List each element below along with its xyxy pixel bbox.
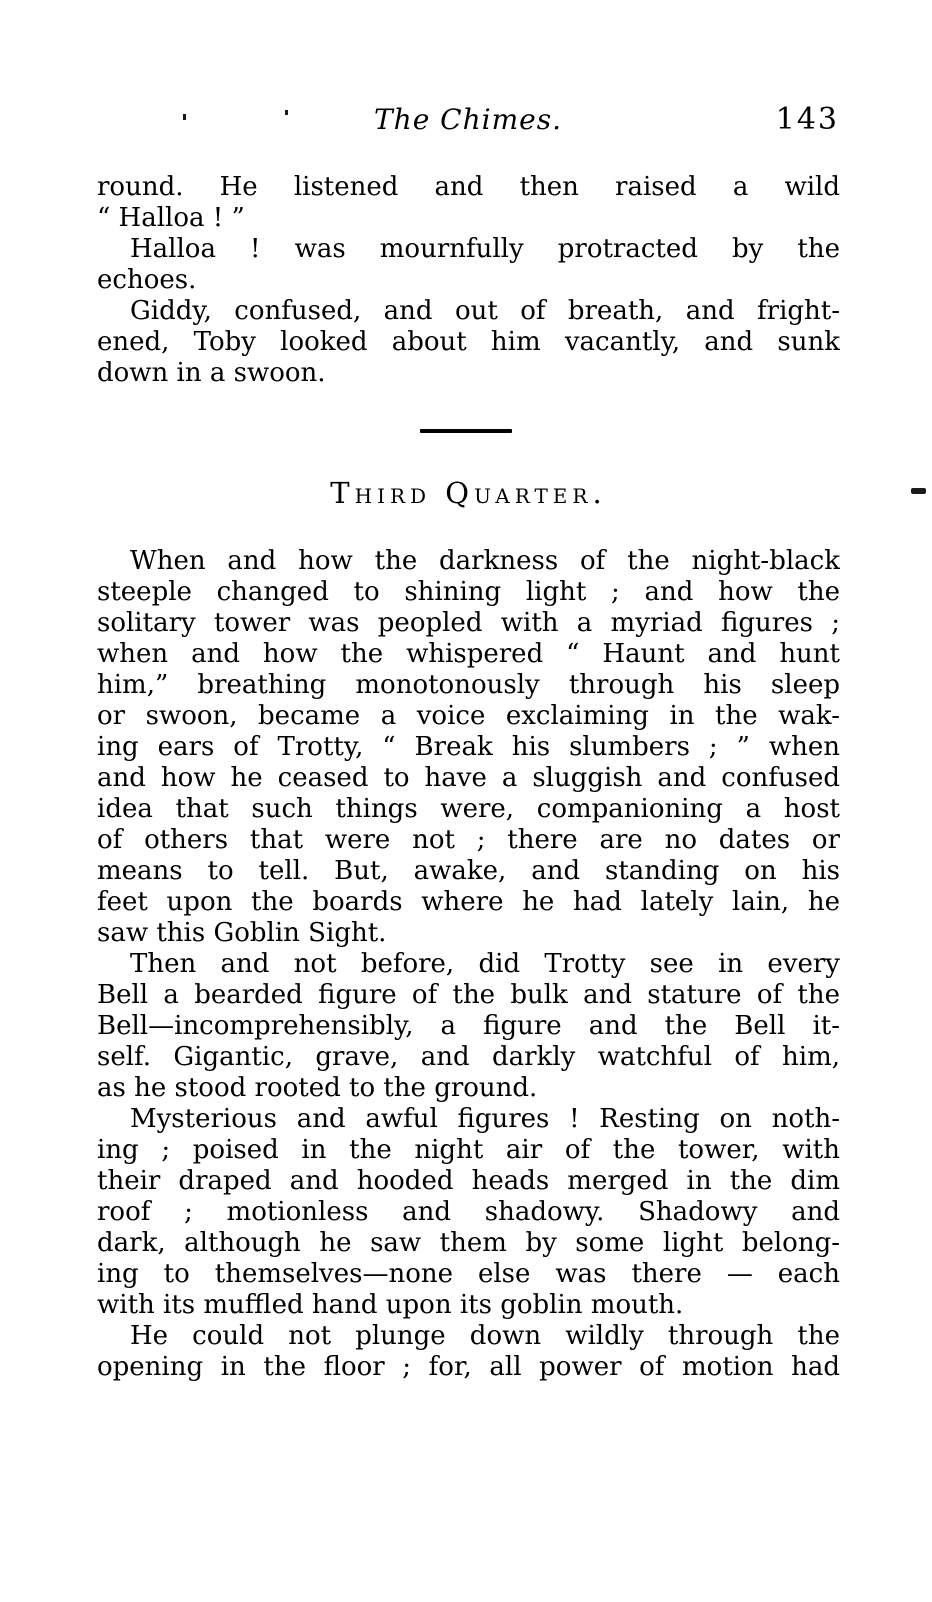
text-line: as he stood rooted to the ground. bbox=[97, 1073, 538, 1103]
text-line: their draped and hooded heads merged in the dim bbox=[97, 1166, 840, 1196]
margin-smudge bbox=[911, 488, 926, 494]
text-line: solitary tower was peopled with a myriad figures ; bbox=[97, 608, 840, 638]
text-line: ing ; poised in the night air of the tower, with bbox=[97, 1135, 840, 1165]
text-line: steeple changed to shining light ; and how the bbox=[97, 577, 840, 607]
text-line: ened, Toby looked about him vacantly, and sunk bbox=[97, 327, 840, 357]
paragraph bbox=[97, 172, 840, 234]
text-line: down in a swoon. bbox=[97, 358, 326, 388]
text-line: with its muffled hand upon its goblin mouth. bbox=[97, 1290, 684, 1320]
section-heading: Third Quarter. bbox=[330, 476, 607, 510]
text-line: dark, although he saw them by some light belong- bbox=[97, 1228, 840, 1258]
body-text-main bbox=[97, 546, 840, 1383]
text-line: when and how the whispered “ Haunt and hunt bbox=[97, 639, 840, 669]
text-line: Mysterious and awful figures ! Resting on noth- bbox=[130, 1104, 840, 1134]
text-line: idea that such things were, companioning a host bbox=[97, 794, 840, 824]
text-line: opening in the floor ; for, all power of motion had bbox=[97, 1352, 840, 1382]
text-line: When and how the darkness of the night-black bbox=[130, 546, 840, 576]
text-line: self. Gigantic, grave, and darkly watchful of him, bbox=[97, 1042, 840, 1072]
body-text-top bbox=[97, 172, 840, 389]
text-line: round. He listened and then raised a wild bbox=[97, 172, 840, 202]
paragraph bbox=[97, 1321, 840, 1383]
running-title: The Chimes. bbox=[374, 103, 562, 136]
text-line: ing ears of Trotty, “ Break his slumbers ; ” when bbox=[97, 732, 840, 762]
text-line: ing to themselves—none else was there — each bbox=[97, 1259, 840, 1289]
text-line: “ Halloa ! ” bbox=[97, 203, 245, 233]
running-header bbox=[97, 102, 839, 138]
paragraph bbox=[97, 234, 840, 296]
text-line: Giddy, confused, and out of breath, and fright- bbox=[130, 296, 840, 326]
text-line: feet upon the boards where he had lately lain, he bbox=[97, 887, 840, 917]
page-number: 143 bbox=[775, 102, 839, 137]
text-line: Bell—incomprehensibly, a figure and the Bell it- bbox=[97, 1011, 840, 1041]
text-line: of others that were not ; there are no dates or bbox=[97, 825, 840, 855]
paragraph bbox=[97, 546, 840, 949]
book-page bbox=[0, 102, 932, 1602]
text-line: echoes. bbox=[97, 265, 197, 295]
paragraph bbox=[97, 296, 840, 389]
text-line: and how he ceased to have a sluggish and confused bbox=[97, 763, 840, 793]
text-line: Bell a bearded figure of the bulk and stature of the bbox=[97, 980, 840, 1010]
paragraph bbox=[97, 949, 840, 1104]
text-line: He could not plunge down wildly through the bbox=[130, 1321, 840, 1351]
paragraph bbox=[97, 1104, 840, 1321]
text-line: Halloa ! was mournfully protracted by the bbox=[130, 234, 840, 264]
text-line: roof ; motionless and shadowy. Shadowy and bbox=[97, 1197, 840, 1227]
section-divider bbox=[420, 429, 512, 433]
text-line: or swoon, became a voice exclaiming in the wak- bbox=[97, 701, 840, 731]
text-line: Then and not before, did Trotty see in every bbox=[130, 949, 840, 979]
text-line: him,” breathing monotonously through his sleep bbox=[97, 670, 840, 700]
text-line: saw this Goblin Sight. bbox=[97, 918, 387, 948]
text-line: means to tell. But, awake, and standing on his bbox=[97, 856, 840, 886]
